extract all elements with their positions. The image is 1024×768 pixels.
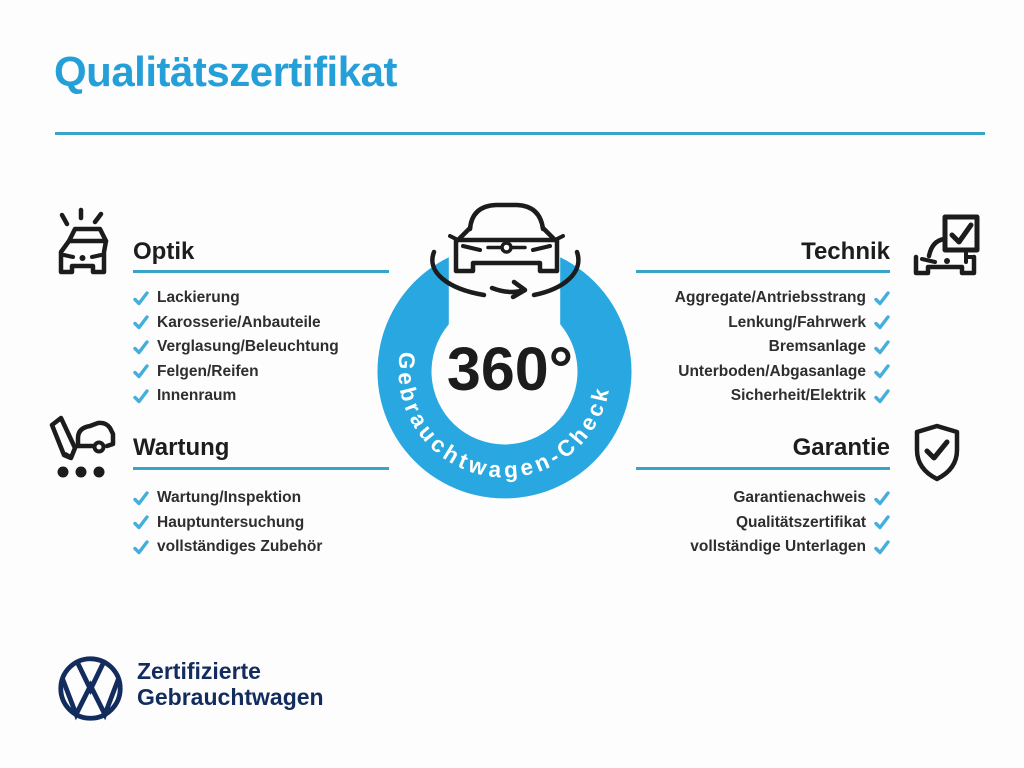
checklist-item-label: Bremsanlage: [768, 338, 866, 356]
checklist-item: [133, 360, 339, 385]
checklist-item: [690, 535, 890, 560]
check-icon: [874, 515, 890, 530]
volkswagen-logo: [56, 654, 125, 723]
wartung-checklist: [133, 486, 322, 560]
checklist-item-label: Hauptuntersuchung: [157, 513, 305, 531]
check-icon: [133, 340, 149, 355]
checklist-item-label: vollständiges Zubehör: [157, 538, 323, 556]
checklist-item: [133, 486, 322, 511]
section-title-optik: Optik: [133, 238, 195, 265]
checklist-item-label: Lenkung/Fahrwerk: [728, 313, 866, 331]
checklist-item: [675, 360, 890, 385]
check-icon: [133, 540, 149, 555]
title-divider: [55, 132, 985, 135]
checklist-item: [133, 384, 339, 409]
check-icon: [133, 315, 149, 330]
technik-checklist: [675, 286, 890, 409]
check-icon: [874, 291, 890, 306]
technik-divider: [636, 270, 890, 273]
checklist-item-label: Felgen/Reifen: [157, 362, 259, 380]
checklist-item: [133, 535, 322, 560]
checklist-item: [675, 311, 890, 336]
check-icon: [133, 291, 149, 306]
checklist-item-label: Garantienachweis: [733, 489, 866, 507]
checklist-item-label: Verglasung/Beleuchtung: [157, 338, 339, 356]
section-title-technik: Technik: [801, 238, 890, 265]
check-icon: [133, 491, 149, 506]
checklist-item: [133, 311, 339, 336]
check-icon: [133, 364, 149, 379]
check-icon: [874, 340, 890, 355]
checklist-item: [133, 511, 322, 536]
checklist-item-label: Innenraum: [157, 387, 237, 405]
360-check-badge: [340, 185, 670, 515]
checklist-item: [690, 511, 890, 536]
check-icon: [874, 364, 890, 379]
checklist-item-label: vollständige Unterlagen: [690, 538, 866, 556]
checklist-item: [133, 335, 339, 360]
page-title: Qualitätszertifikat: [54, 48, 397, 95]
checklist-item: [675, 384, 890, 409]
check-icon: [874, 491, 890, 506]
brand-line-2: Gebrauchtwagen: [137, 684, 324, 710]
section-title-wartung: Wartung: [133, 434, 230, 461]
checklist-item: [133, 286, 339, 311]
car-checklist-icon: [905, 205, 985, 285]
checklist-item-label: Wartung/Inspektion: [157, 489, 302, 507]
garantie-checklist: [690, 486, 890, 560]
checklist-item-label: Karosserie/Anbauteile: [157, 313, 321, 331]
check-icon: [133, 515, 149, 530]
brand-wordmark: [137, 658, 324, 710]
shining-car-icon: [45, 205, 125, 285]
badge-degrees-label: 360°: [446, 335, 574, 403]
checklist-item: [675, 286, 890, 311]
optik-checklist: [133, 286, 339, 409]
shield-check-icon: [910, 422, 964, 484]
section-title-garantie: Garantie: [792, 434, 890, 461]
check-icon: [133, 389, 149, 404]
checklist-item: [690, 486, 890, 511]
brand-line-1: Zertifizierte: [137, 658, 261, 684]
check-icon: [874, 540, 890, 555]
badge-ring-label: Gebrauchtwagen-Check: [392, 350, 615, 483]
check-icon: [874, 315, 890, 330]
check-icon: [874, 389, 890, 404]
checklist-item-label: Sicherheit/Elektrik: [730, 387, 866, 405]
checklist-item-label: Qualitätszertifikat: [735, 513, 866, 531]
checklist-item-label: Aggregate/Antriebsstrang: [674, 289, 866, 307]
checklist-item-label: Lackierung: [157, 289, 240, 307]
rotating-car-icon: [432, 205, 578, 297]
checklist-item-label: Unterboden/Abgasanlage: [678, 362, 866, 380]
garantie-divider: [636, 467, 890, 470]
car-service-jack-icon: [40, 410, 125, 485]
checklist-item: [675, 335, 890, 360]
